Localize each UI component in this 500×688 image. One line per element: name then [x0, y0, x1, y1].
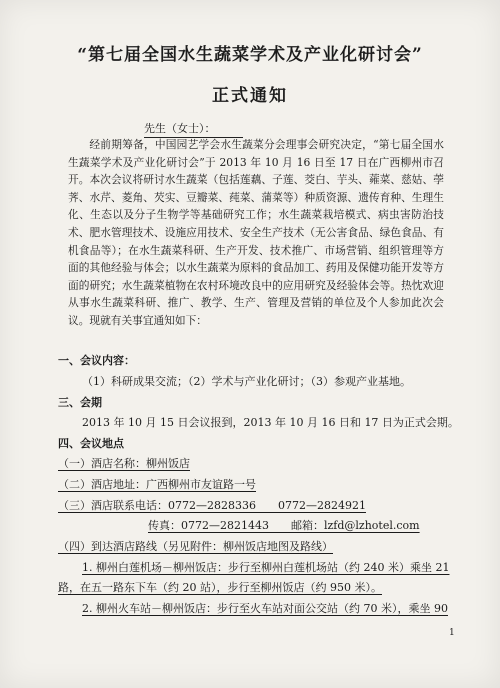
section-dates-text: 2013 年 10 月 15 日会议报到，2013 年 10 月 16 日和 17 日为正式会期。 [82, 416, 459, 429]
hotel-address: （二）酒店地址：广西柳州市友谊路一号 [58, 478, 256, 491]
route-train-line1: 2. 柳州火车站－柳州饭店：步行至火车站对面公交站（约 70 米），乘坐 90 [82, 602, 448, 615]
section-heading-dates: 三、会期 [58, 396, 102, 409]
section-heading-content: 一、会议内容： [58, 354, 135, 367]
document-subtitle: 正式通知 [212, 86, 288, 106]
hotel-name: （一）酒店名称：柳州饭店 [58, 457, 190, 470]
section-heading-venue: 四、会议地点 [58, 437, 124, 450]
section-content-items: （1）科研成果交流；（2）学术与产业化研讨；（3）参观产业基地。 [82, 375, 411, 388]
document-title: “第七届全国水生蔬菜学术及产业化研讨会” [77, 45, 423, 65]
hotel-fax-email: 传真：0772—2821443 邮箱：lzfd@lzhotel.com [148, 519, 420, 532]
hotel-phone: （三）酒店联系电话：0772—2828336 0772—2824921 [58, 499, 366, 512]
intro-paragraph: 经前期筹备，中国园艺学会水生蔬菜分会理事会研究决定，“第七届全国水生蔬菜学术及产业化研讨会”于 2013 年 10 月 16 日至 17 日在广西柳州市召开。本次会议将研讨水生蔬菜（包括莲藕、子莲、茭白、芋头、蕹菜、慈姑、荸荠、水芹、菱角、芡实、豆瓣菜、莼菜、蒲菜等）种质资源、遗传育种、生理生化、生态以及分子生物学等基础研究工作；水生蔬菜栽培模式、病虫害防治技术、肥水管理技术、设施应用技术、安全生产技术（无公害食品、绿色食品、有机食品等）；在水生蔬菜科研、生产开发、技术推广、市场营销、组织管理等方面的其他经验与体会；以水生蔬菜为原料的食品加工、药用及保健功能开发等方面的研究；水生蔬菜植物在农村环境改良中的应用研究及经验体会等。热忱欢迎从事水生蔬菜科研、推广、教学、生产、管理及营销的单位及个人参加此次会议。现就有关事宜通知如下： [68, 138, 444, 327]
page-number: 1 [449, 628, 455, 638]
route-airport-line2: 路，在五一路东下车（约 20 站），步行至柳州饭店（约 950 米）。 [58, 581, 382, 594]
route-airport-line1: 1. 柳州白莲机场－柳州饭店：步行至柳州白莲机场站（约 240 米）乘坐 21 [82, 561, 450, 574]
salutation: 先生（女士）： [144, 120, 243, 138]
route-heading: （四）到达酒店路线（另见附件：柳州饭店地图及路线） [58, 540, 333, 553]
